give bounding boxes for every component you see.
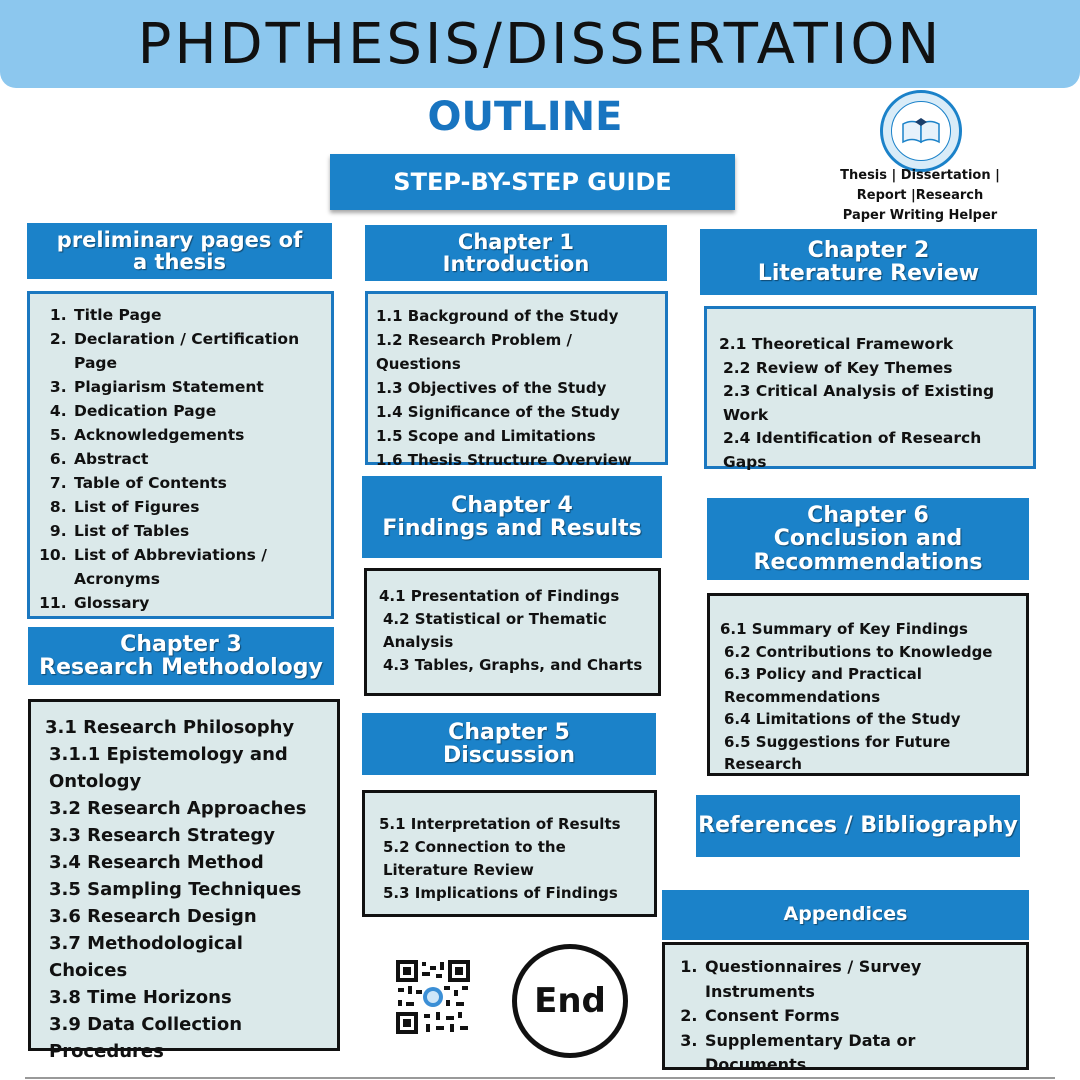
chapter2-list (704, 306, 1036, 469)
chapter3-header: Chapter 3 Research Methodology (28, 627, 334, 685)
list-item: 6.2 Contributions to Knowledge (724, 642, 993, 661)
list-item: 6.5 Suggestions for Future Research (724, 732, 951, 773)
divider (25, 1077, 1055, 1079)
list-item: 1.3 Objectives of the Study (376, 379, 607, 397)
chapter1-header: Chapter 1 Introduction (365, 225, 667, 281)
list-item: 3.9 Data Collection Procedures (49, 1014, 243, 1062)
list-item: 1. Questionnaires / Survey Instruments (703, 955, 1020, 1004)
prelim-header: preliminary pages of a thesis (27, 223, 332, 279)
list-item: 1.5 Scope and Limitations (376, 427, 596, 445)
list-item: 3.5 Sampling Techniques (49, 879, 302, 900)
list-item: 3. Plagiarism Statement (72, 375, 321, 399)
list-item: 3. Supplementary Data or Documents (703, 1029, 1020, 1078)
list-item: 5. Acknowledgements (72, 423, 321, 447)
list-item: 5.1 Interpretation of Results (379, 815, 621, 833)
list-item: 2.3 Critical Analysis of Existing Work (723, 382, 995, 424)
list-item: 2. Consent Forms (703, 1004, 1020, 1029)
list-item: 4.1 Presentation of Findings (379, 587, 620, 605)
chapter6-list (707, 593, 1029, 776)
chapter6-header: Chapter 6 Conclusion and Recommendations (707, 498, 1029, 580)
list-item: 4.3 Tables, Graphs, and Charts (383, 656, 643, 674)
list-item: 1.2 Research Problem / Questions (376, 331, 573, 373)
list-item: 3.6 Research Design (49, 906, 257, 927)
chapter5-header: Chapter 5 Discussion (362, 713, 656, 775)
chapter3-list (28, 699, 340, 1062)
list-item: 3.4 Research Method (49, 852, 264, 873)
qr-code-icon (396, 960, 470, 1034)
brand-text: Thesis | Dissertation | Report |Research Paper Writing Helper (840, 168, 1000, 223)
appendices-header: Appendices (662, 890, 1029, 940)
appendices-list (662, 942, 1029, 1074)
chapter1-list (365, 291, 668, 469)
list-item: 9. List of Tables (72, 519, 321, 543)
references-header: References / Bibliography (696, 795, 1020, 857)
list-item: 3.1.1 Epistemology and Ontology (49, 744, 288, 792)
list-item: 2.2 Review of Key Themes (723, 358, 953, 377)
chapter5-list (362, 790, 657, 917)
list-item: 3.8 Time Horizons (49, 987, 232, 1008)
end-badge: End (512, 944, 628, 1058)
list-item: 6.4 Limitations of the Study (724, 710, 961, 728)
list-item: 6. Abstract (72, 447, 321, 471)
outline-heading: OUTLINE (427, 94, 623, 140)
list-item: 2.4 Identification of Research Gaps (723, 429, 982, 471)
list-item: 1.6 Thesis Structure Overview (376, 451, 632, 469)
title-banner (0, 0, 1080, 88)
step-guide-label: STEP-BY-STEP GUIDE (330, 154, 735, 210)
prelim-list (27, 291, 334, 619)
list-item: 1.4 Significance of the Study (376, 403, 620, 421)
list-item: 5.3 Implications of Findings (383, 884, 618, 902)
list-item: 1. Title Page (72, 303, 321, 327)
list-item: 6.1 Summary of Key Findings (720, 620, 968, 638)
list-item: 1.1 Background of the Study (376, 307, 619, 325)
list-item: 3.2 Research Approaches (49, 798, 307, 819)
list-item: 4.2 Statistical or Thematic Analysis (383, 610, 607, 651)
list-item: 10. List of Abbreviations / Acronyms (72, 543, 321, 591)
chapter4-list (364, 568, 661, 696)
book-logo-icon (880, 90, 962, 172)
page-title: PHDTHESIS/DISSERTATION (137, 11, 943, 77)
list-item: 3.3 Research Strategy (49, 825, 275, 846)
list-item: 3.1 Research Philosophy (45, 717, 295, 738)
list-item: 3.7 Methodological Choices (49, 933, 243, 981)
list-item: 4. Dedication Page (72, 399, 321, 423)
list-item: 2.1 Theoretical Framework (719, 335, 954, 353)
list-item: 6.3 Policy and Practical Recommendations (724, 665, 922, 706)
list-item: 11. Glossary (72, 591, 321, 615)
list-item: 5.2 Connection to the Literature Review (383, 838, 566, 879)
list-item: 8. List of Figures (72, 495, 321, 519)
chapter4-header: Chapter 4 Findings and Results (362, 476, 662, 558)
list-item: 2. Declaration / Certification Page (72, 327, 321, 375)
chapter2-header: Chapter 2 Literature Review (700, 229, 1037, 295)
list-item: 7. Table of Contents (72, 471, 321, 495)
